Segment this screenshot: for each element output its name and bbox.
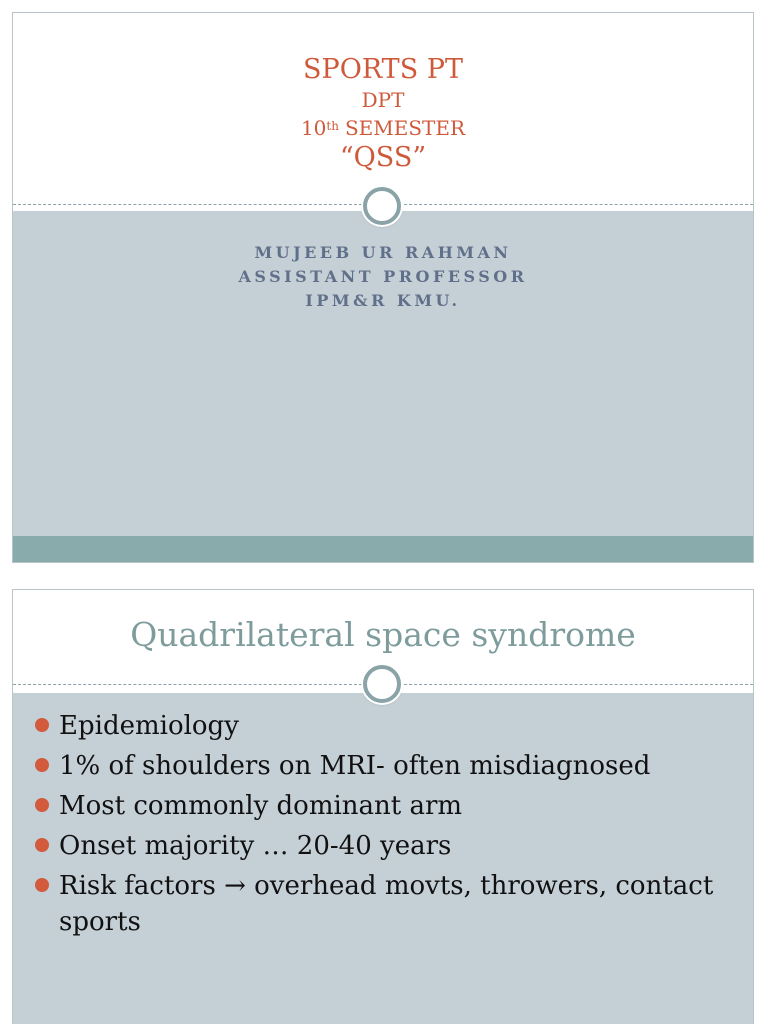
circle-ornament-icon — [363, 187, 401, 225]
list-item — [35, 868, 723, 940]
bullet-text: Epidemiology — [59, 711, 239, 741]
semester-number: 10 — [300, 116, 327, 140]
bullet-icon — [35, 878, 49, 892]
slide-title: SPORTS PT — [303, 54, 463, 85]
slide-title: Quadrilateral space syndrome — [130, 615, 636, 654]
title-block — [13, 53, 753, 175]
title-slide — [12, 12, 754, 563]
bullet-icon — [35, 798, 49, 812]
bullet-text: Most commonly dominant arm — [59, 791, 463, 821]
bullet-text: Onset majority … 20-40 years — [59, 831, 452, 861]
circle-ornament-icon — [363, 665, 401, 703]
topic-label: “QSS” — [339, 142, 427, 173]
footer-band — [13, 536, 753, 562]
presenter-role: ASSISTANT PROFESSOR — [238, 267, 528, 286]
semester-suffix: th — [326, 119, 339, 133]
presenter-info — [13, 241, 753, 313]
bullet-text: Risk factors → overhead movts, throwers, contact sports — [59, 871, 714, 937]
list-item — [35, 828, 723, 864]
program-label: DPT — [361, 88, 405, 112]
presenter-institute: IPM&R KMU. — [305, 291, 461, 310]
bullet-list — [35, 708, 723, 944]
semester-text: SEMESTER — [344, 116, 466, 140]
content-slide — [12, 589, 754, 1024]
bullet-icon — [35, 758, 49, 772]
list-item — [35, 748, 723, 784]
bullet-text: 1% of shoulders on MRI- often misdiagnosed — [59, 751, 651, 781]
list-item — [35, 708, 723, 744]
bullet-icon — [35, 718, 49, 732]
presenter-name: MUJEEB UR RAHMAN — [254, 243, 512, 262]
bullet-icon — [35, 838, 49, 852]
list-item — [35, 788, 723, 824]
semester-label — [13, 113, 753, 141]
